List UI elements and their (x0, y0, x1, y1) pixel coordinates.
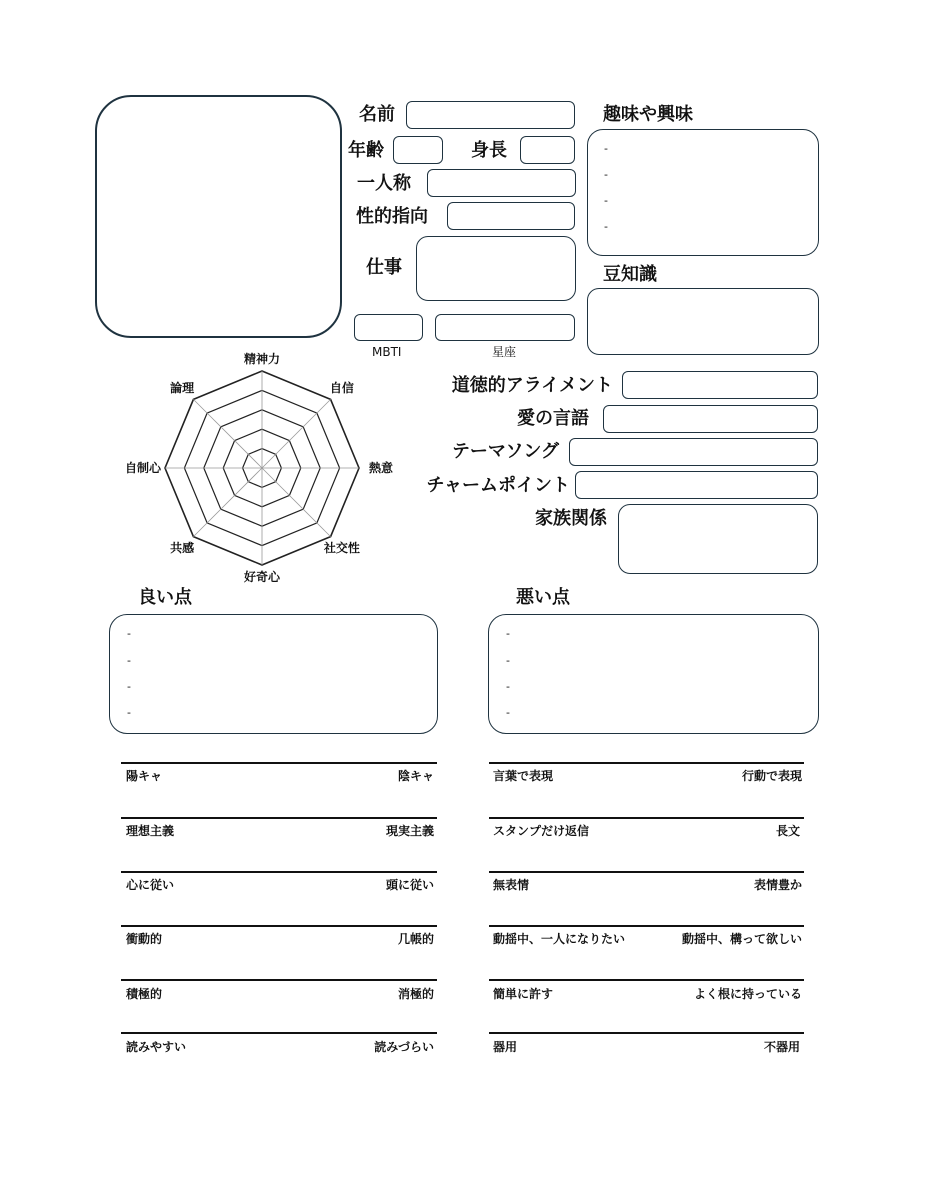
bad-points-item: - (506, 627, 510, 640)
hobbies-item: - (604, 194, 608, 207)
bad-points-box[interactable] (488, 614, 819, 734)
radar-axis-label: 自制心 (124, 461, 162, 475)
stats-radar-chart (122, 350, 402, 590)
scale-left-label: 簡単に許す (493, 987, 554, 1001)
hobbies-item: - (604, 142, 608, 155)
scale-left-label: 衝動的 (126, 932, 163, 946)
scale-left-label: 無表情 (493, 878, 530, 892)
scale-right-label: 不器用 (763, 1040, 800, 1054)
scale-left-label: 器用 (493, 1040, 518, 1054)
zodiac-field[interactable] (435, 314, 575, 341)
scale-right-label: 行動で表現 (741, 769, 802, 783)
charm-point-field[interactable] (575, 471, 818, 499)
scale-left-label: 陽キャ (126, 769, 163, 783)
good-points-box[interactable] (109, 614, 438, 734)
hobbies-item: - (604, 220, 608, 233)
job-label: 仕事 (366, 257, 402, 278)
bad-points-item: - (506, 706, 510, 719)
radar-axis-label: 熱意 (368, 461, 394, 475)
scale-left-label: 理想主義 (126, 824, 175, 838)
charm-point-label: チャームポイント (426, 475, 570, 496)
hobbies-box[interactable] (587, 129, 819, 256)
scale-line[interactable] (489, 979, 804, 981)
radar-axis-label: 共感 (170, 540, 195, 555)
alignment-field[interactable] (622, 371, 818, 399)
scale-right-label: 長文 (775, 824, 800, 838)
scale-left-label: 心に従い (126, 878, 175, 892)
bad-points-item: - (506, 654, 510, 667)
age-field[interactable] (393, 136, 443, 164)
height-field[interactable] (520, 136, 575, 164)
trivia-box[interactable] (587, 288, 819, 355)
scale-right-label: 陰キャ (397, 769, 434, 783)
name-field[interactable] (406, 101, 575, 129)
bad-points-item: - (506, 680, 510, 693)
height-label: 身長 (471, 140, 507, 161)
scale-left-label: 読みやすい (126, 1040, 187, 1054)
family-field[interactable] (618, 504, 818, 574)
good-points-item: - (127, 654, 131, 667)
portrait-frame[interactable] (95, 95, 342, 338)
love-language-field[interactable] (603, 405, 818, 433)
alignment-label: 道徳的アライメント (451, 375, 613, 396)
hobbies-title: 趣味や興味 (603, 104, 693, 125)
bad-points-title: 悪い点 (516, 587, 570, 608)
good-points-title: 良い点 (138, 587, 192, 608)
family-label: 家族関係 (535, 508, 607, 529)
scale-line[interactable] (121, 817, 437, 819)
scale-line[interactable] (121, 1032, 437, 1034)
age-label: 年齢 (348, 140, 384, 161)
good-points-item: - (127, 627, 131, 640)
scale-line[interactable] (121, 762, 437, 764)
radar-axis-label: 論理 (170, 381, 195, 396)
scale-line[interactable] (489, 871, 804, 873)
scale-right-label: 現実主義 (385, 824, 434, 838)
theme-song-field[interactable] (569, 438, 818, 466)
scale-left-label: 積極的 (126, 987, 163, 1001)
scale-right-label: 動揺中、構って欲しい (681, 932, 802, 946)
pronoun-label: 一人称 (357, 173, 411, 194)
scale-right-label: 几帳的 (397, 932, 434, 946)
scale-right-label: 頭に従い (385, 878, 434, 892)
scale-line[interactable] (489, 762, 804, 764)
hobbies-item: - (604, 168, 608, 181)
scale-line[interactable] (121, 979, 437, 981)
scale-line[interactable] (489, 817, 804, 819)
scale-left-label: スタンプだけ返信 (493, 824, 590, 838)
radar-axis-label: 自信 (329, 381, 354, 396)
name-label: 名前 (359, 104, 395, 125)
good-points-item: - (127, 680, 131, 693)
job-field[interactable] (416, 236, 576, 301)
theme-song-label: テーマソング (451, 441, 559, 462)
scale-left-label: 言葉で表現 (493, 769, 554, 783)
radar-axis-label: 社交性 (323, 540, 360, 555)
mbti-label: MBTI (372, 345, 402, 359)
trivia-title: 豆知識 (603, 264, 657, 285)
scale-right-label: 消極的 (397, 987, 434, 1001)
zodiac-label: 星座 (492, 345, 517, 359)
pronoun-field[interactable] (427, 169, 576, 197)
scale-right-label: 表情豊か (753, 878, 802, 892)
scale-left-label: 動揺中、一人になりたい (493, 932, 626, 946)
scale-line[interactable] (121, 871, 437, 873)
radar-axis-label: 好奇心 (243, 570, 281, 584)
scale-line[interactable] (489, 1032, 804, 1034)
scale-right-label: よく根に持っている (693, 987, 802, 1001)
scale-right-label: 読みづらい (374, 1040, 434, 1054)
love-language-label: 愛の言語 (517, 408, 589, 429)
good-points-item: - (127, 706, 131, 719)
orientation-field[interactable] (447, 202, 575, 230)
scale-line[interactable] (489, 925, 804, 927)
radar-axis-label: 精神力 (243, 352, 281, 366)
scale-line[interactable] (121, 925, 437, 927)
orientation-label: 性的指向 (356, 206, 428, 227)
mbti-field[interactable] (354, 314, 423, 341)
